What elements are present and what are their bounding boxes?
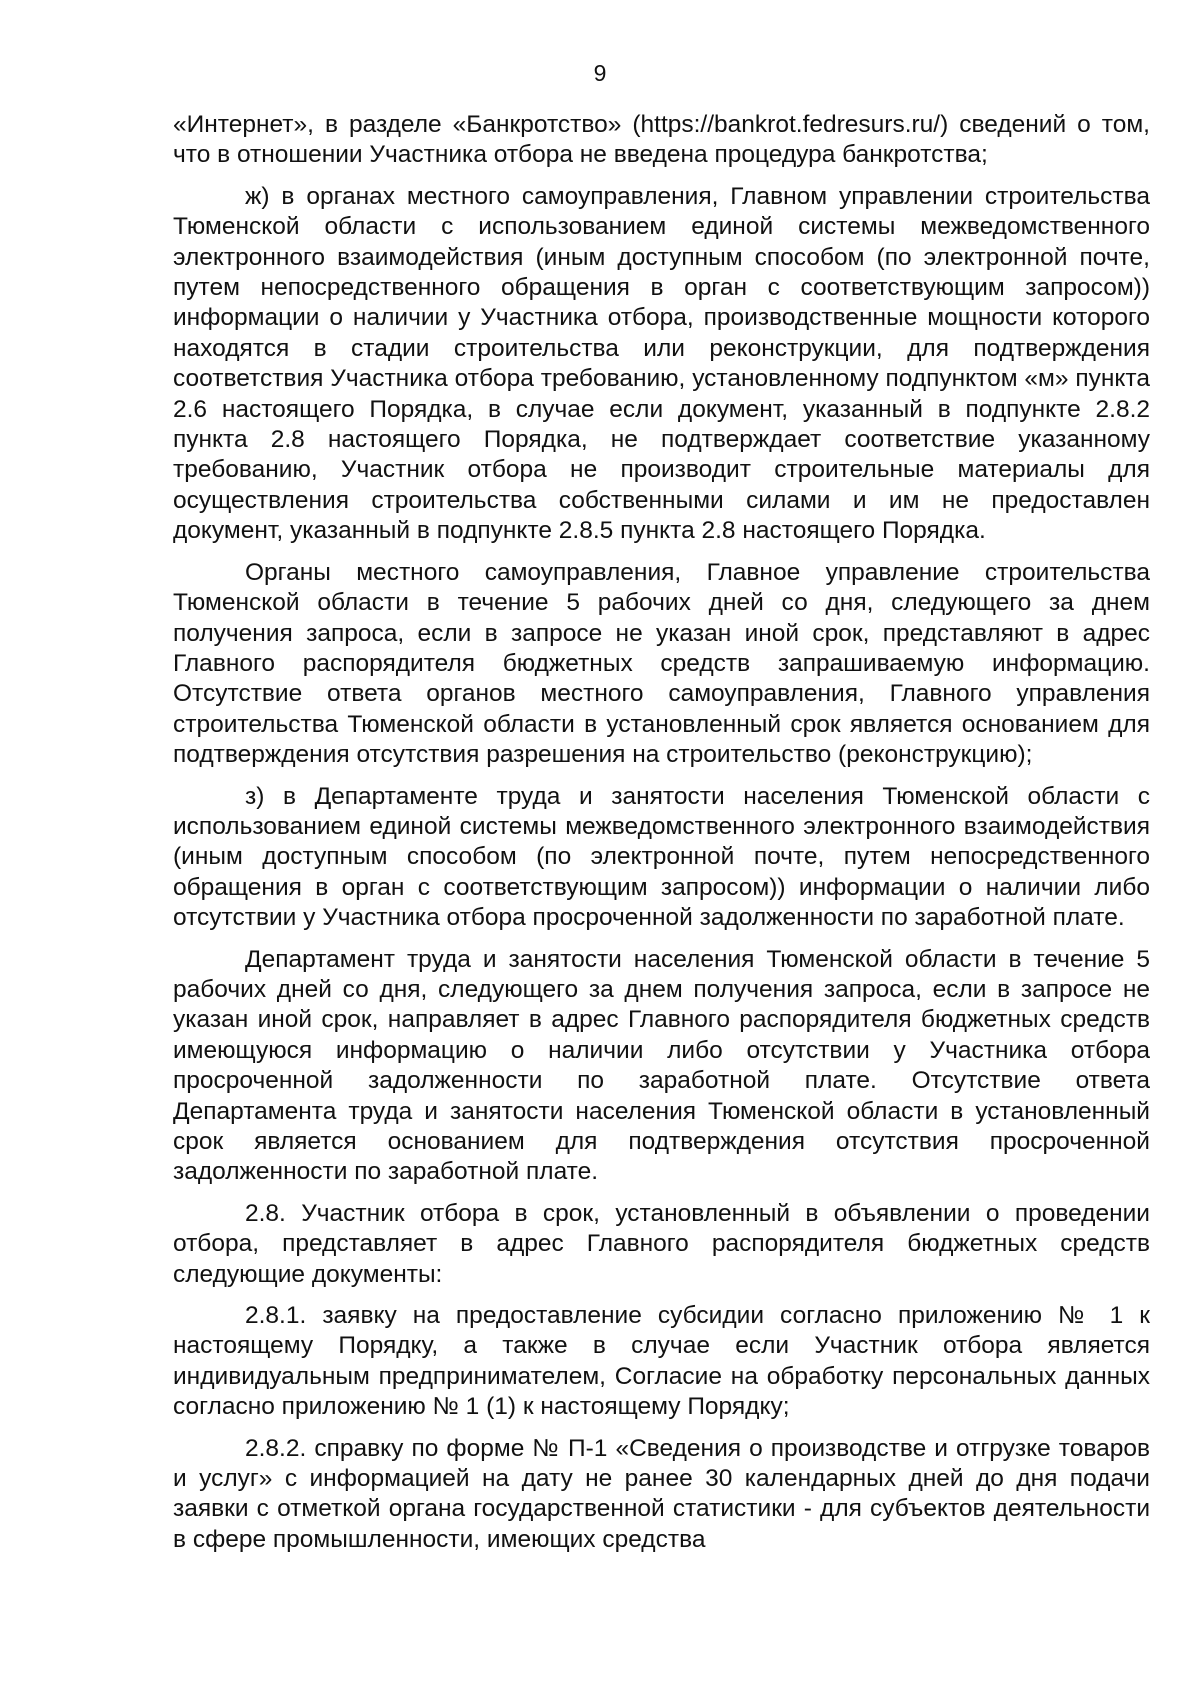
paragraph-section-2-8-2: 2.8.2. справку по форме № П-1 «Сведения о производстве и отгрузке товаров и услуг» с информацией на дату не ранее 30 календарных дней до дня подачи заявки с отметкой органа государственной статистики - для субъектов деятельности в сфере промышленности, имеющих средства: [173, 1434, 1150, 1553]
paragraph-section-2-8-1: 2.8.1. заявку на предоставление субсидии согласно приложению № 1 к настоящему Порядку, а также в случае если Участник отбора является индивидуальным предпринимателем, Согласие на обработку персональных данных согласно приложению № 1 (1) к настоящему Порядку;: [173, 1302, 1150, 1421]
paragraph-local-authorities-response: Органы местного самоуправления, Главное управление строительства Тюменской области в течение 5 рабочих дней со дня, следующего за днем получения запроса, если в запросе не указан иной срок, представляют в адрес Главного распорядителя бюджетных средств запрашиваемую информацию. Отсутствие ответа органов местного самоуправления, Главного управления строительства Тюменской области в установленный срок является основанием для подтверждения отсутствия разрешения на строительство (реконструкцию);: [173, 558, 1150, 769]
document-body: [173, 110, 1150, 1555]
paragraph-item-zh: ж) в органах местного самоуправления, Главном управлении строительства Тюменской области с использованием единой системы межведомственного электронного взаимодействия (иным доступным способом (по электронной почте, путем непосредственного обращения в орган с соответствующим запросом)) информации о наличии у Участника отбора, производственные мощности которого находятся в стадии строительства или реконструкции, для подтверждения соответствия Участника отбора требованию, установленному подпунктом «м» пункта 2.6 настоящего Порядка, в случае если документ, указанный в подпункте 2.8.2 пункта 2.8 настоящего Порядка, не подтверждает соответствие указанному требованию, Участник отбора не производит строительные материалы для осуществления строительства собственными силами и им не предоставлен документ, указанный в подпункте 2.8.5 пункта 2.8 настоящего Порядка.: [173, 182, 1150, 545]
page-number: 9: [593, 60, 607, 86]
paragraph-labor-department-response: Департамент труда и занятости населения Тюменской области в течение 5 рабочих дней со дня, следующего за днем получения запроса, если в запросе не указан иной срок, направляет в адрес Главного распорядителя бюджетных средств имеющуюся информацию о наличии либо отсутствии у Участника отбора просроченной задолженности по заработной плате. Отсутствие ответа Департамента труда и занятости населения Тюменской области в установленный срок является основанием для подтверждения отсутствия просроченной задолженности по заработной плате.: [173, 945, 1150, 1186]
paragraph-item-z: з) в Департаменте труда и занятости населения Тюменской области с использованием единой системы межведомственного электронного взаимодействия (иным доступным способом (по электронной почте, путем непосредственного обращения в орган с соответствующим запросом)) информации о наличии либо отсутствии у Участника отбора просроченной задолженности по заработной плате.: [173, 782, 1150, 932]
paragraph-bankruptcy-info: «Интернет», в разделе «Банкротство» (https://bankrot.fedresurs.ru/) сведений о том, что в отношении Участника отбора не введена процедура банкротства;: [173, 111, 1150, 169]
paragraph-section-2-8: 2.8. Участник отбора в срок, установленный в объявлении о проведении отбора, представляет в адрес Главного распорядителя бюджетных средств следующие документы:: [173, 1199, 1150, 1288]
